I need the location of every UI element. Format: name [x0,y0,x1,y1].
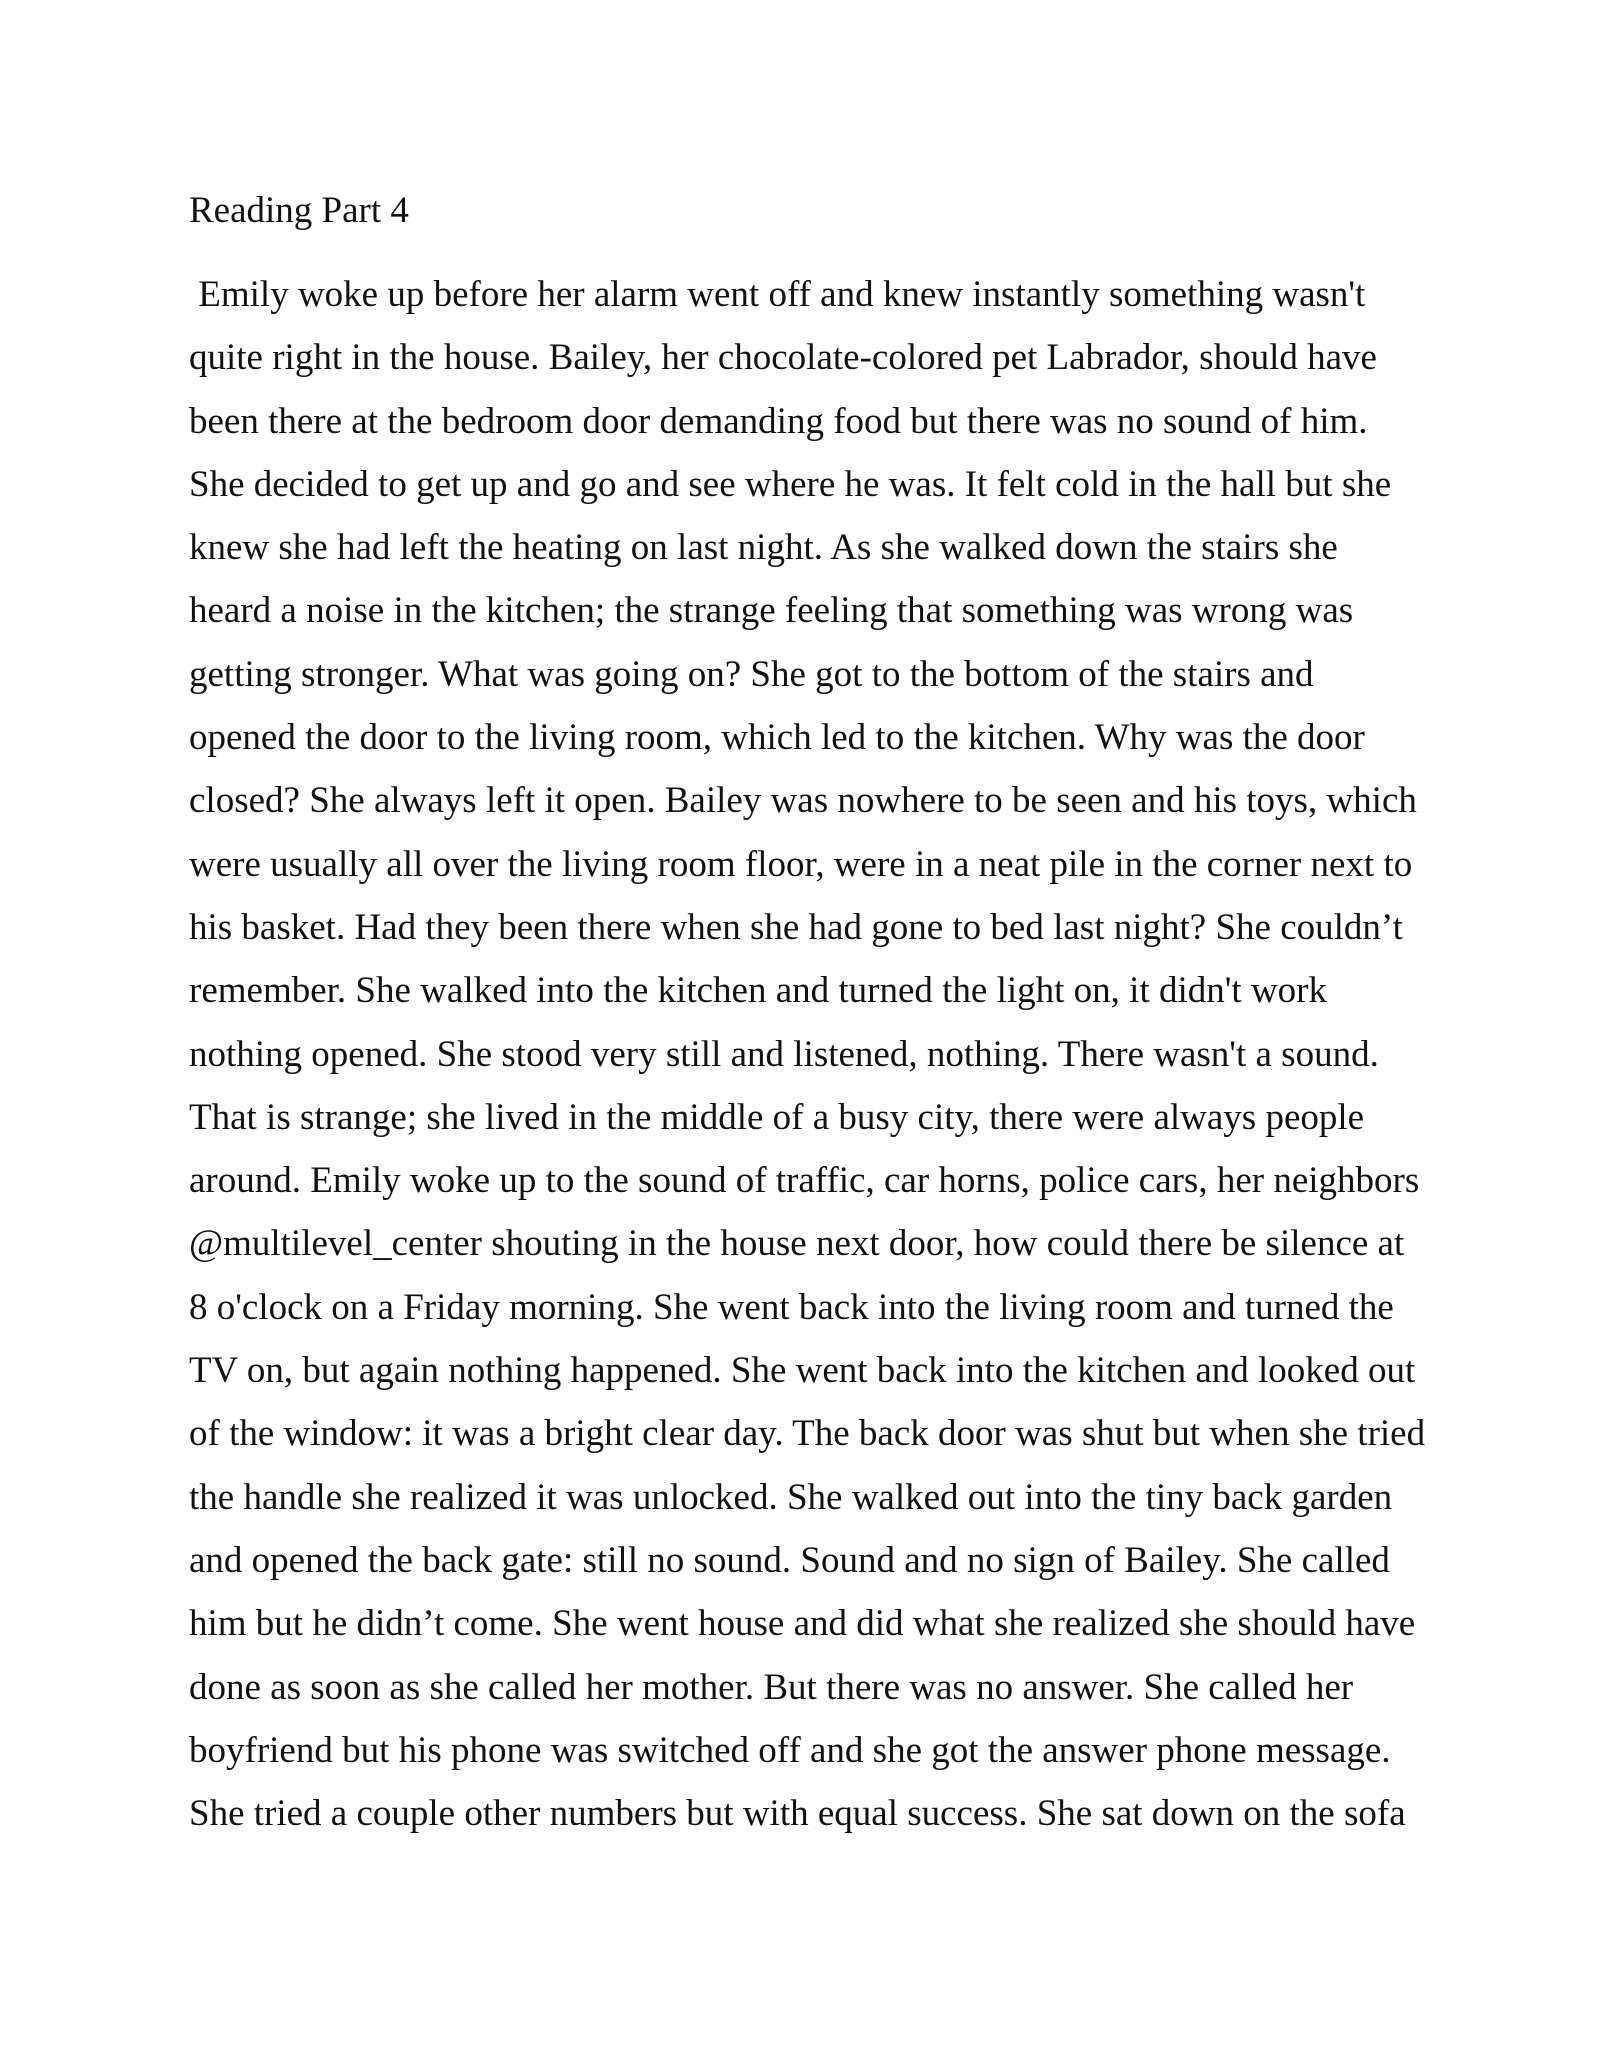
body-line: been there at the bedroom door demanding food but there was no sound of him. [189,400,1368,442]
body-line: opened the door to the living room, which led to the kitchen. Why was the door [189,717,1365,759]
body-line: heard a noise in the kitchen; the strange feeling that something was wrong was [189,590,1354,632]
body-line: TV on, but again nothing happened. She went back into the kitchen and looked out [189,1350,1416,1392]
document-body [189,268,1449,1850]
body-line: were usually all over the living room floor, were in a neat pile in the corner next to [189,843,1413,885]
body-line: Emily woke up before her alarm went off and knew instantly something wasn't [189,274,1366,315]
body-line: his basket. Had they been there when she had gone to bed last night? She couldn’t [189,906,1403,948]
body-line: She tried a couple other numbers but with equal success. She sat down on the sofa [189,1793,1406,1835]
body-line: nothing opened. She stood very still and listened, nothing. There wasn't a sound. [189,1033,1379,1075]
body-line: of the window: it was a bright clear day. The back door was shut but when she tried [189,1413,1426,1455]
body-line: boyfriend but his phone was switched off and she got the answer phone message. [189,1729,1391,1771]
document-title: Reading Part 4 [189,190,409,231]
body-line: knew she had left the heating on last night. As she walked down the stairs she [189,527,1338,569]
body-line: and opened the back gate: still no sound. Sound and no sign of Bailey. She called [189,1539,1390,1581]
body-line: She decided to get up and go and see where he was. It felt cold in the hall but she [189,463,1392,505]
body-line: closed? She always left it open. Bailey was nowhere to be seen and his toys, which [189,780,1417,822]
body-line: around. Emily woke up to the sound of traffic, car horns, police cars, her neighbors [189,1160,1420,1202]
body-line: remember. She walked into the kitchen and turned the light on, it didn't work [189,970,1328,1012]
body-line: @multilevel_center shouting in the house next door, how could there be silence at [189,1223,1405,1265]
body-line: That is strange; she lived in the middle of a busy city, there were always people [189,1096,1365,1138]
body-line: 8 o'clock on a Friday morning. She went back into the living room and turned the [189,1286,1394,1328]
body-line: quite right in the house. Bailey, her chocolate-colored pet Labrador, should have [189,337,1377,379]
body-line: the handle she realized it was unlocked. She walked out into the tiny back garden [189,1476,1393,1518]
body-line: getting stronger. What was going on? She got to the bottom of the stairs and [189,653,1314,695]
body-line: him but he didn’t come. She went house and did what she realized she should have [189,1603,1416,1645]
body-line: done as soon as she called her mother. But there was no answer. She called her [189,1666,1354,1708]
